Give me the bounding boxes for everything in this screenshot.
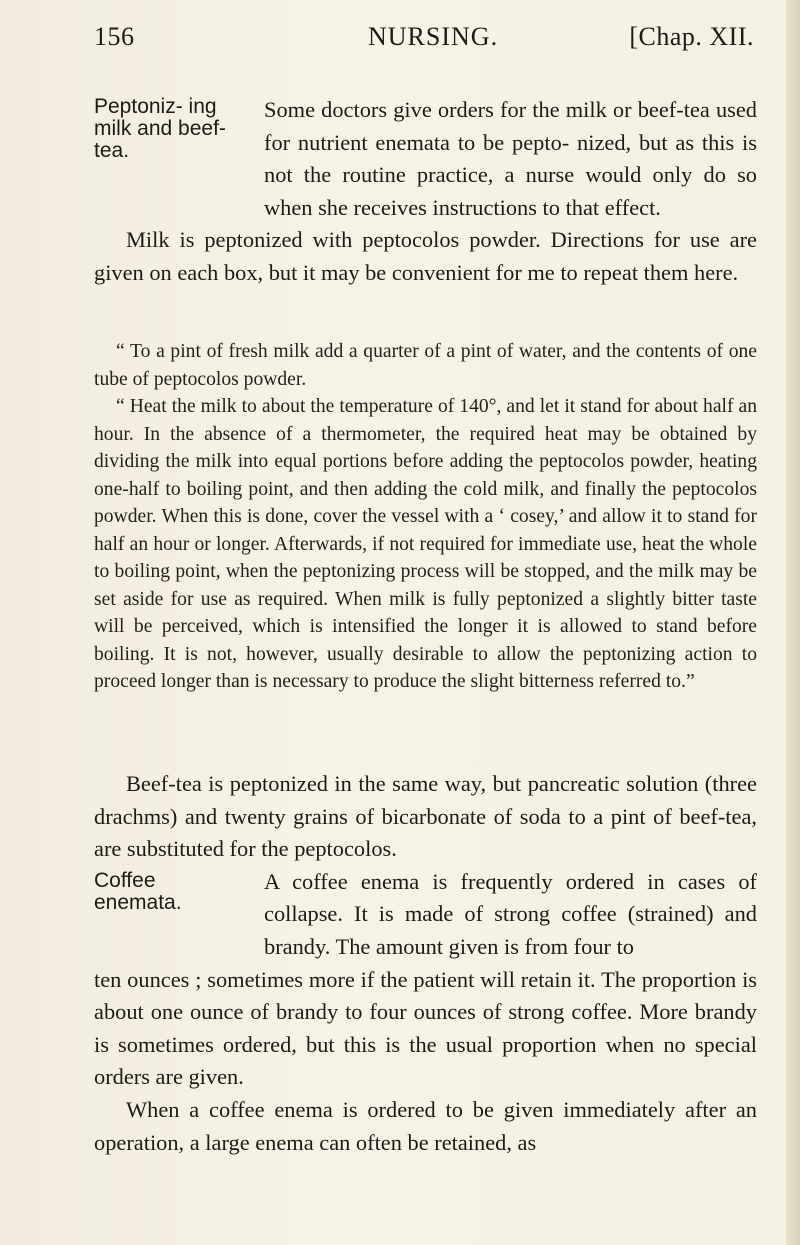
paragraph-coffee-enema-cont: ten ounces ; sometimes more if the patient will retain it. The proportion is about one ounce of brandy to four ounces of strong coffee. More brandy is sometimes ordered, but this is the usual proportion when no special orders are given. bbox=[94, 966, 757, 1090]
sidenote-coffee: Coffee enemata. bbox=[94, 869, 182, 914]
quote-paragraph-heat: “ Heat the milk to about the temperature of 140°, and let it stand for about half an hour. In the absence of a thermometer, the required heat may be obtained by dividing the milk into equal portions before adding the peptocolos powder, heating one-half to boiling point, and then adding the cold milk, and finally the peptocolos powder. When this is done, cover the vessel with a ‘ cosey,’ and allow it to stand for half an hour or longer. Afterwards, if not required for immediate use, heat the whole to boiling point, when the peptonizing process will be stopped, and the milk may be set aside for use as required. When milk is fully peptonized a slightly bitter taste will be perceived, which is intensified the longer it is allowed to stand before boiling. It is not, however, usually desirable to allow the peptonizing action to proceed longer than is necessary to produce the slight bitterness referred to.” bbox=[94, 396, 757, 692]
paragraph-beef-tea: Beef-tea is peptonized in the same way, but pancreatic solution (three drachms) and twenty grains of bicarbonate of soda to a pint of beef-tea, are substituted for the peptocolos. bbox=[94, 771, 757, 862]
sidenote-peptonizing: Peptoniz- ing milk and beef- tea. bbox=[94, 95, 226, 162]
running-header bbox=[94, 22, 754, 62]
quote-paragraph-pint: “ To a pint of fresh milk add a quarter of a pint of water, and the contents of one tube of peptocolos powder. bbox=[94, 341, 757, 390]
lower-text bbox=[94, 768, 757, 1159]
paragraph-doctors: Some doctors give orders for the milk or beef-tea used for nutrient enemata to be pepto- nized, but as this is not the routine practice, a nurse would only do so when she receives instructions to that effect. bbox=[264, 97, 757, 220]
paragraph-after-operation: When a coffee enema is ordered to be given immediately after an operation, a large enema can often be retained, as bbox=[94, 1096, 757, 1155]
upper-text bbox=[94, 94, 757, 290]
page-edge bbox=[786, 0, 800, 1245]
chapter-label: [Chap. XII. bbox=[629, 22, 754, 51]
running-title: NURSING. bbox=[368, 22, 499, 51]
page-number: 156 bbox=[94, 22, 135, 51]
paragraph-milk-peptonized: Milk is peptonized with peptocolos powder. Directions for use are given on each box, but it may be convenient for me to repeat them here. bbox=[94, 227, 757, 285]
paragraph-coffee-enema-start: A coffee enema is frequently ordered in cases of collapse. It is made of strong coffee (strained) and brandy. The amount given is from four to bbox=[264, 868, 757, 959]
quoted-directions bbox=[94, 338, 757, 696]
